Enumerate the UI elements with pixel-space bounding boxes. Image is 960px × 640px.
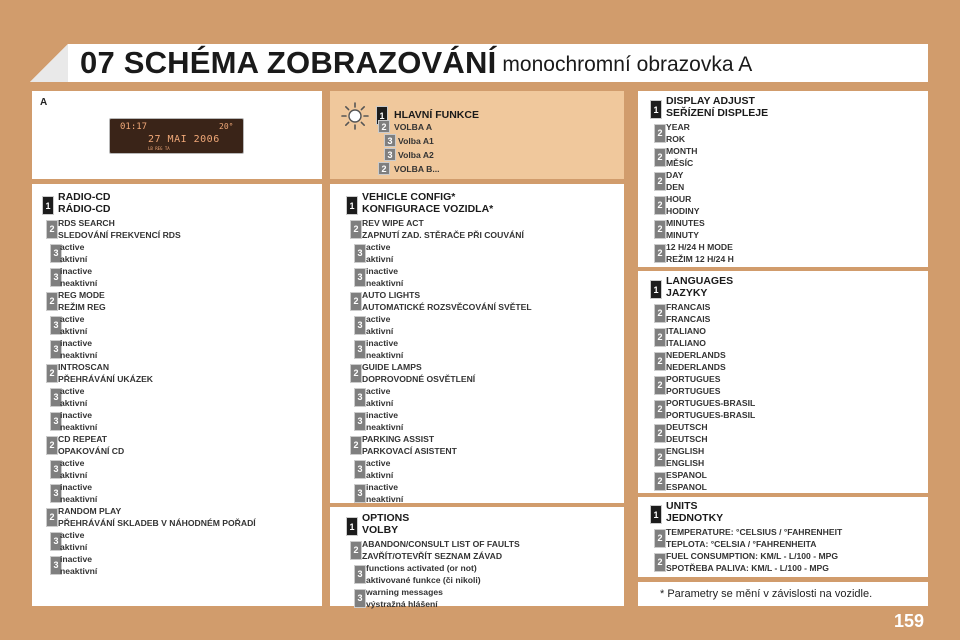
level-2-badge: 2 [350, 220, 362, 239]
vehicle-config-item-text: AUTO LIGHTS [362, 290, 421, 300]
level-2-badge: 2 [654, 376, 666, 395]
display-label-a: A [40, 97, 48, 108]
options-item-text: výstražná hlášení [366, 599, 438, 609]
radio-cd-item-text: active [60, 530, 85, 540]
units-item-text: SPOTŘEBA PALIVA: KM/L - L/100 - MPG [666, 563, 829, 573]
languages-item-text: DEUTSCH [666, 422, 708, 432]
vehicle-config-item-text: active [366, 386, 391, 396]
radio-cd-item-text: REG MODE [58, 290, 105, 300]
languages-item-text: FRANCAIS [666, 314, 711, 324]
main-functions-item: Volba A2 [398, 150, 434, 160]
units-item-text: JEDNOTKY [666, 511, 724, 524]
level-2-badge: 2 [350, 436, 362, 455]
display-adjust-item-text: MONTH [666, 146, 698, 156]
display-adjust-item-text: MINUTY [666, 230, 699, 240]
display-adjust-item-text: ROK [666, 134, 686, 144]
level-2-badge: 2 [654, 529, 666, 548]
languages-item-text: PORTUGUES-BRASIL [666, 398, 756, 408]
level-3-badge: 3 [384, 134, 396, 147]
level-2-badge: 2 [350, 364, 362, 383]
options-item-text: VOLBY [362, 523, 399, 536]
level-2-badge: 2 [654, 472, 666, 491]
vehicle-config-item-text: aktivní [366, 398, 394, 408]
vehicle-config-item-text: inactive [366, 410, 399, 420]
units-item-text: UNITS [666, 500, 698, 512]
level-1-badge: 1 [346, 196, 358, 215]
radio-cd-item-text: SLEDOVÁNÍ FREKVENCÍ RDS [58, 230, 181, 240]
lcd-display [109, 118, 244, 154]
languages-item-text: PORTUGUES [666, 386, 721, 396]
vehicle-config-item-text: inactive [366, 266, 399, 276]
level-2-badge: 2 [654, 244, 666, 263]
level-2-badge: 2 [654, 220, 666, 239]
radio-cd-item-text: CD REPEAT [58, 434, 108, 444]
radio-cd-item-text: aktivní [60, 542, 88, 552]
vehicle-config-item-text: neaktivní [366, 350, 404, 360]
level-3-badge: 3 [50, 244, 62, 263]
level-2-badge: 2 [654, 352, 666, 371]
lcd-temperature: 20° [219, 122, 234, 131]
level-2-badge: 2 [46, 292, 58, 311]
units-item-text: TEMPERATURE: °CELSIUS / °FAHRENHEIT [666, 527, 843, 537]
main-functions-item: VOLBA B... [394, 164, 440, 174]
vehicle-config-item-text: inactive [366, 482, 399, 492]
vehicle-config-item-text: aktivní [366, 254, 394, 264]
level-3-badge: 3 [354, 589, 366, 608]
level-3-badge: 3 [50, 316, 62, 335]
level-2-badge: 2 [654, 172, 666, 191]
languages-item-text: NEDERLANDS [666, 362, 726, 372]
level-2-badge: 2 [350, 541, 362, 560]
level-2-badge: 2 [46, 364, 58, 383]
level-3-badge: 3 [354, 268, 366, 287]
radio-cd-item-text: OPAKOVÁNÍ CD [58, 446, 125, 456]
languages-item-text: LANGUAGES [666, 275, 734, 287]
vehicle-config-item-text: active [366, 458, 391, 468]
radio-cd-item-text: PŘEHRÁVÁNÍ SKLADEB V NÁHODNÉM POŘADÍ [58, 518, 256, 528]
level-2-badge: 2 [654, 424, 666, 443]
vehicle-config-item-text: inactive [366, 338, 399, 348]
display-adjust-item-text: REŽIM 12 H/24 H [666, 254, 734, 264]
vehicle-config-item-text: neaktivní [366, 422, 404, 432]
languages-item-text: PORTUGUES-BRASIL [666, 410, 756, 420]
panel-main-functions [330, 91, 624, 179]
level-3-badge: 3 [354, 484, 366, 503]
display-adjust-item-text: HOUR [666, 194, 692, 204]
level-3-badge: 3 [50, 388, 62, 407]
level-3-badge: 3 [354, 412, 366, 431]
level-2-badge: 2 [654, 148, 666, 167]
level-1-badge: 1 [376, 106, 388, 125]
radio-cd-item-text: RANDOM PLAY [58, 506, 122, 516]
level-2-badge: 2 [350, 292, 362, 311]
languages-item-text: ITALIANO [666, 326, 706, 336]
options-item-text: warning messages [366, 587, 443, 597]
vehicle-config-item-text: PARKOVACÍ ASISTENT [362, 446, 457, 456]
options-item-text: functions activated (or not) [366, 563, 477, 573]
vehicle-config-item-text: REV WIPE ACT [362, 218, 424, 228]
level-3-badge: 3 [354, 565, 366, 584]
languages-item-text: NEDERLANDS [666, 350, 726, 360]
display-adjust-item-text: DISPLAY ADJUST [666, 95, 755, 107]
light-sun-icon [340, 101, 370, 131]
languages-item-text: DEUTSCH [666, 434, 708, 444]
vehicle-config-item-text: aktivní [366, 470, 394, 480]
level-1-badge: 1 [650, 100, 662, 119]
options-item-text: OPTIONS [362, 512, 410, 524]
vehicle-config-item-text: DOPROVODNÉ OSVĚTLENÍ [362, 374, 476, 384]
vehicle-config-item-text: KONFIGURACE VOZIDLA* [362, 202, 494, 215]
display-adjust-item-text: DEN [666, 182, 685, 192]
languages-item-text: ENGLISH [666, 458, 705, 468]
level-2-badge: 2 [654, 448, 666, 467]
level-3-badge: 3 [354, 460, 366, 479]
level-3-badge: 3 [354, 340, 366, 359]
radio-cd-item-text: PŘEHRÁVÁNÍ UKÁZEK [58, 374, 154, 384]
radio-cd-item-text: active [60, 458, 85, 468]
lcd-indicators: LB REG TA [148, 146, 170, 151]
radio-cd-item-text: aktivní [60, 254, 88, 264]
radio-cd-item-text: RÁDIO-CD [58, 202, 111, 215]
title-subtitle: monochromní obrazovka A [502, 53, 753, 76]
level-1-badge: 1 [650, 280, 662, 299]
radio-cd-item-text: INTROSCAN [58, 362, 110, 372]
level-3-badge: 3 [50, 268, 62, 287]
radio-cd-item-text: inactive [60, 338, 93, 348]
languages-item-text: ESPANOL [666, 482, 707, 492]
level-2-badge: 2 [654, 304, 666, 323]
main-functions-title: HLAVNÍ FUNKCE [394, 109, 479, 121]
languages-item-text: PORTUGUES [666, 374, 721, 384]
level-2-badge: 2 [654, 124, 666, 143]
level-3-badge: 3 [50, 484, 62, 503]
level-3-badge: 3 [50, 340, 62, 359]
display-adjust-item-text: MINUTES [666, 218, 705, 228]
radio-cd-item-text: active [60, 386, 85, 396]
level-1-badge: 1 [650, 505, 662, 524]
units-item-text: FUEL CONSUMPTION: KM/L - L/100 - MPG [666, 551, 839, 561]
level-3-badge: 3 [354, 244, 366, 263]
level-2-badge: 2 [46, 220, 58, 239]
level-3-badge: 3 [384, 148, 396, 161]
radio-cd-item-text: inactive [60, 554, 93, 564]
lcd-date: 27 MAI 2006 [148, 134, 220, 145]
options-item-text: ZAVŘÍT/OTEVŘÍT SEZNAM ZÁVAD [362, 551, 503, 561]
display-adjust-item-text: HODINY [666, 206, 700, 216]
vehicle-config-item-text: PARKING ASSIST [362, 434, 435, 444]
units-item-text: TEPLOTA: °CELSIA / °FAHRENHEITA [666, 539, 817, 549]
level-2-badge: 2 [46, 508, 58, 527]
radio-cd-item-text: neaktivní [60, 566, 98, 576]
vehicle-config-item-text: neaktivní [366, 494, 404, 504]
languages-item-text: ESPANOL [666, 470, 707, 480]
level-2-badge: 2 [654, 400, 666, 419]
display-adjust-item-text: DAY [666, 170, 684, 180]
level-3-badge: 3 [50, 556, 62, 575]
level-2-badge: 2 [654, 196, 666, 215]
radio-cd-item-text: inactive [60, 266, 93, 276]
title-main: 07 SCHÉMA ZOBRAZOVÁNÍ [80, 45, 497, 80]
level-1-badge: 1 [346, 517, 358, 536]
page-title [80, 44, 752, 82]
level-2-badge: 2 [378, 120, 390, 133]
vehicle-config-item-text: neaktivní [366, 278, 404, 288]
vehicle-config-item-text: AUTOMATICKÉ ROZSVĚCOVÁNÍ SVĚTEL [362, 302, 532, 312]
level-2-badge: 2 [654, 328, 666, 347]
level-3-badge: 3 [50, 532, 62, 551]
level-1-badge: 1 [42, 196, 54, 215]
level-3-badge: 3 [354, 316, 366, 335]
display-adjust-item-text: YEAR [666, 122, 690, 132]
radio-cd-item-text: aktivní [60, 398, 88, 408]
level-2-badge: 2 [654, 553, 666, 572]
radio-cd-item-text: active [60, 242, 85, 252]
vehicle-config-item-text: active [366, 314, 391, 324]
vehicle-config-item-text: GUIDE LAMPS [362, 362, 422, 372]
level-3-badge: 3 [50, 412, 62, 431]
display-adjust-item-text: 12 H/24 H MODE [666, 242, 733, 252]
vehicle-config-item-text: active [366, 242, 391, 252]
radio-cd-item-text: neaktivní [60, 422, 98, 432]
languages-item-text: FRANCAIS [666, 302, 711, 312]
level-3-badge: 3 [354, 388, 366, 407]
footnote: * Parametry se mění v závislosti na vozidle. [660, 588, 873, 600]
radio-cd-item-text: neaktivní [60, 494, 98, 504]
vehicle-config-item-text: VEHICLE CONFIG* [362, 191, 456, 203]
radio-cd-item-text: aktivní [60, 326, 88, 336]
radio-cd-item-text: aktivní [60, 470, 88, 480]
main-functions-item: VOLBA A [394, 122, 433, 132]
languages-item-text: ENGLISH [666, 446, 705, 456]
options-item-text: aktivované funkce (či nikoli) [366, 575, 481, 585]
radio-cd-item-text: REŽIM REG [58, 302, 106, 312]
radio-cd-item-text: neaktivní [60, 350, 98, 360]
radio-cd-item-text: neaktivní [60, 278, 98, 288]
level-2-badge: 2 [378, 162, 390, 175]
radio-cd-item-text: active [60, 314, 85, 324]
main-functions-item: Volba A1 [398, 136, 434, 146]
display-adjust-item-text: MĚSÍC [666, 158, 694, 168]
level-2-badge: 2 [46, 436, 58, 455]
languages-item-text: JAZYKY [666, 286, 708, 299]
display-adjust-item-text: SEŘÍZENÍ DISPLEJE [666, 106, 769, 119]
vehicle-config-item-text: ZAPNUTÍ ZAD. STĚRAČE PŘI COUVÁNÍ [362, 230, 524, 240]
radio-cd-item-text: inactive [60, 410, 93, 420]
level-3-badge: 3 [50, 460, 62, 479]
radio-cd-item-text: RDS SEARCH [58, 218, 115, 228]
radio-cd-item-text: RADIO-CD [58, 191, 111, 203]
page-number: 159 [894, 611, 925, 631]
vehicle-config-item-text: aktivní [366, 326, 394, 336]
options-item-text: ABANDON/CONSULT LIST OF FAULTS [362, 539, 520, 549]
radio-cd-item-text: inactive [60, 482, 93, 492]
languages-item-text: ITALIANO [666, 338, 706, 348]
lcd-time: 01:17 [120, 122, 148, 132]
